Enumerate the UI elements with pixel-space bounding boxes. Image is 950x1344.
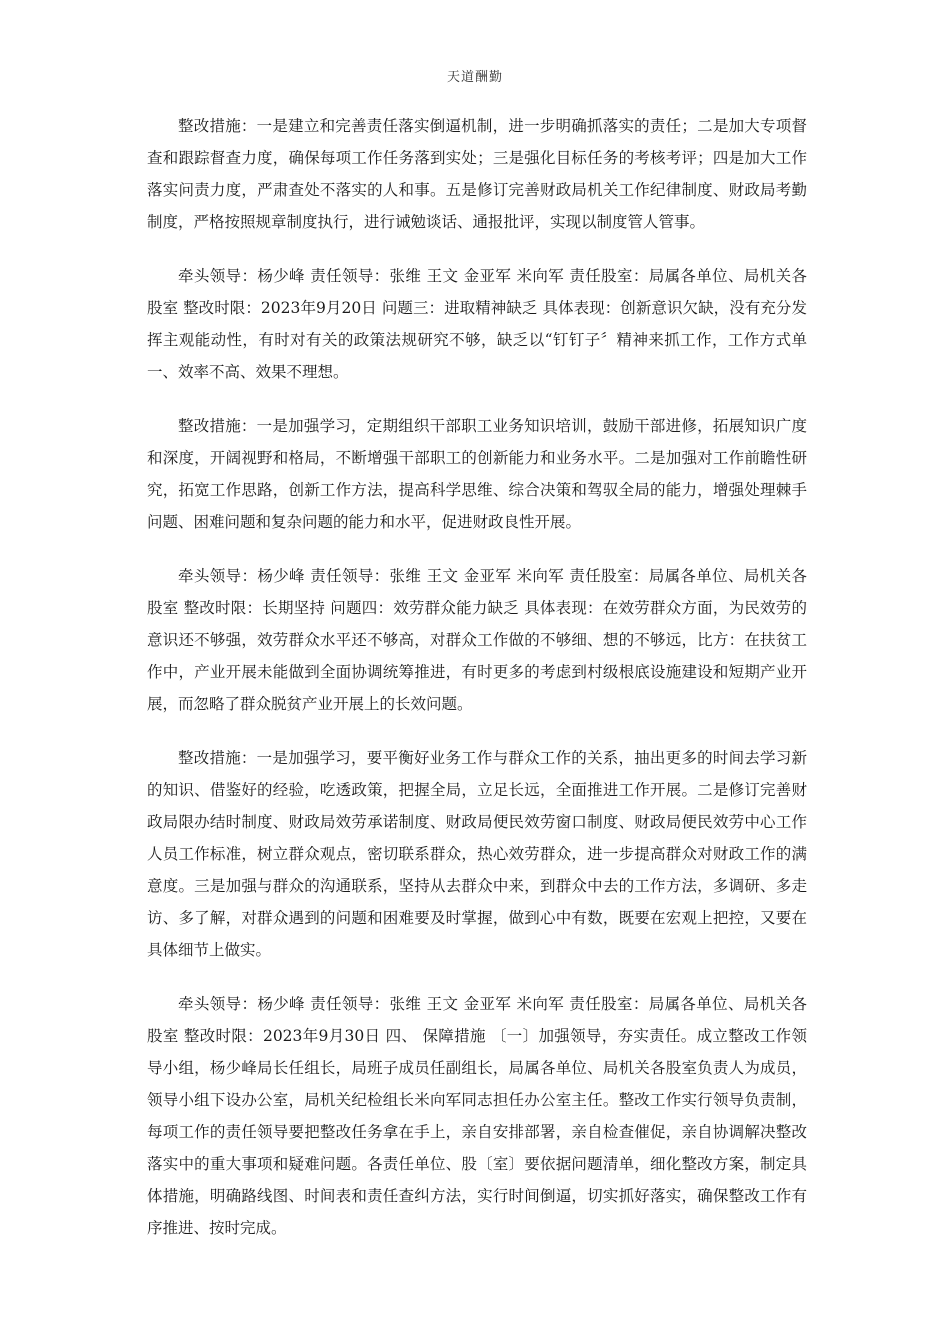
paragraph-responsibility-problem-4: 牵头领导：杨少峰 责任领导：张维 王文 金亚军 米向军 责任股室：局属各单位、局机关各股室 整改时限：长期坚持 问题四：效劳群众能力缺乏 具体表现：在效劳群众方面，为民效劳的意识还不够强，效劳群众水平还不够高，对群众工作做的不够细、想的不够远，比方：在扶贫工作中，产业开展未能做到全面协调统筹推进，有时更多的考虑到村级根底设施建设和短期产业开展，而忽略了群众脱贫产业开展上的长效问题。: [147, 567, 807, 713]
page-header: 天道酬勤: [446, 70, 503, 85]
paragraph-rectification-measures-1: 整改措施：一是建立和完善责任落实倒逼机制，进一步明确抓落实的责任；二是加大专项督查和跟踪督查力度，确保每项工作任务落到实处；三是强化目标任务的考核考评；四是加大工作落实问责力度，严肃查处不落实的人和事。五是修订完善财政局机关工作纪律制度、财政局考勤制度，严格按照规章制度执行，进行诫勉谈话、通报批评，实现以制度管人管事。: [147, 117, 807, 231]
document-body: [147, 110, 807, 1266]
paragraph-rectification-measures-2: 整改措施：一是加强学习，定期组织干部职工业务知识培训，鼓励干部进修，拓展知识广度和深度，开阔视野和格局，不断增强干部职工的创新能力和业务水平。二是加强对工作前瞻性研究，拓宽工作思路，创新工作方法，提高科学思维、综合决策和驾驭全局的能力，增强处理棘手问题、困难问题和复杂问题的能力和水平，促进财政良性开展。: [147, 417, 807, 531]
paragraph-responsibility-problem-3: 牵头领导：杨少峰 责任领导：张维 王文 金亚军 米向军 责任股室：局属各单位、局机关各股室 整改时限：2023年9月20日 问题三：进取精神缺乏 具体表现：创新意识欠缺，没有充分发挥主观能动性，有时对有关的政策法规研究不够，缺乏以“钉钉子〞精神来抓工作，工作方式单一、效率不高、效果不理想。: [147, 267, 807, 381]
paragraph-responsibility-safeguards: 牵头领导：杨少峰 责任领导：张维 王文 金亚军 米向军 责任股室：局属各单位、局机关各股室 整改时限：2023年9月30日 四、 保障措施 〔一〕加强领导，夯实责任。成立整改工作领导小组，杨少峰局长任组长，局班子成员任副组长，局属各单位、局机关各股室负责人为成员，领导小组下设办公室，局机关纪检组长米向军同志担任办公室主任。整改工作实行领导负责制，每项工作的责任领导要把整改任务拿在手上，亲自安排部署，亲自检查催促，亲自协调解决整改落实中的重大事项和疑难问题。各责任单位、股〔室〕要依据问题清单，细化整改方案，制定具体措施，明确路线图、时间表和责任查纠方法，实行时间倒逼，切实抓好落实，确保整改工作有序推进、按时完成。: [147, 995, 807, 1237]
paragraph-rectification-measures-3: 整改措施：一是加强学习，要平衡好业务工作与群众工作的关系，抽出更多的时间去学习新的知识、借鉴好的经验，吃透政策，把握全局，立足长远，全面推进工作开展。二是修订完善财政局限办结时制度、财政局效劳承诺制度、财政局便民效劳窗口制度、财政局便民效劳中心工作人员工作标准，树立群众观点，密切联系群众，热心效劳群众，进一步提高群众对财政工作的满意度。三是加强与群众的沟通联系，坚持从去群众中来，到群众中去的工作方法，多调研、多走访、多了解，对群众遇到的问题和困难要及时掌握，做到心中有数，既要在宏观上把控，又要在具体细节上做实。: [147, 749, 807, 959]
